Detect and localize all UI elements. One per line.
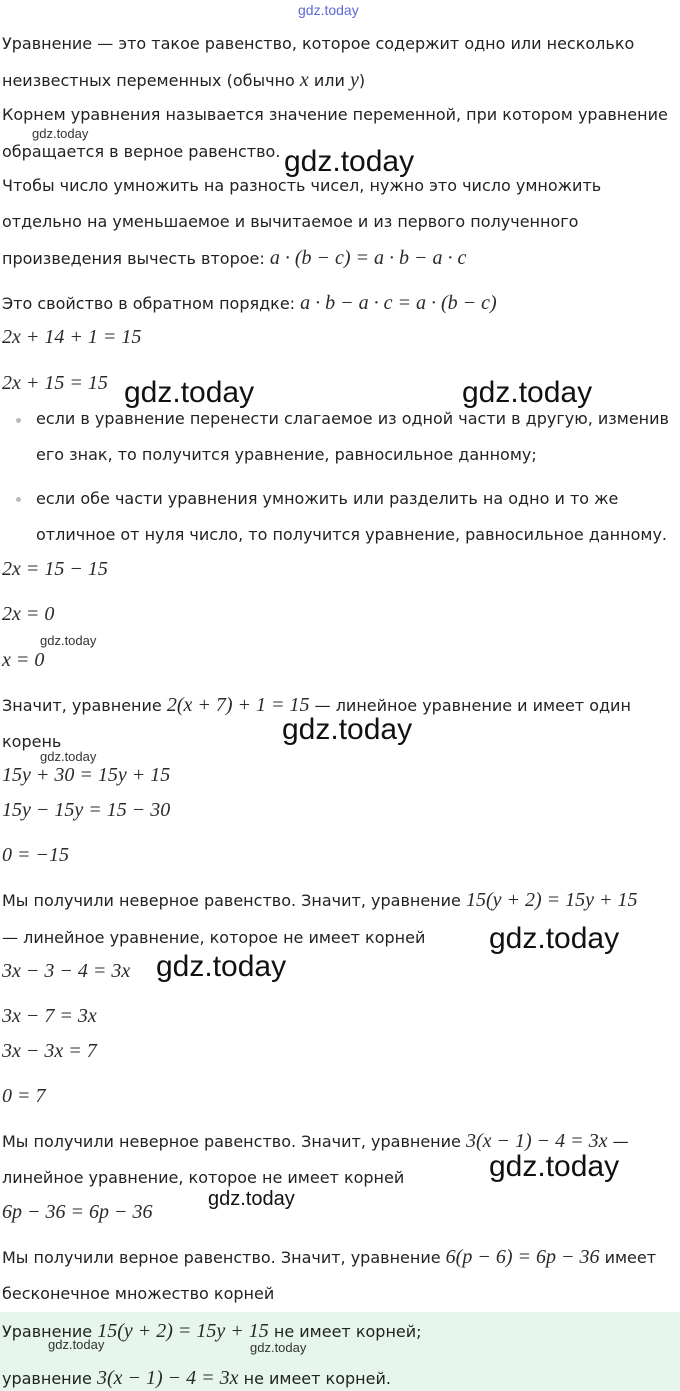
root-definition-line-2: обращается в верное равенство. [2,142,281,161]
watermark-medium: gdz.today [208,1188,295,1210]
watermark-top: gdz.today [298,2,359,18]
equation-step: 2x = 0 [2,603,55,625]
equation-step: x = 0 [2,649,45,671]
equation-step: 15y − 15y = 15 − 30 [2,799,171,821]
conclusion-4-line-1: Мы получили верное равенство. Значит, уравнение 6(p − 6) = 6p − 36 имеет [2,1246,657,1268]
conclusion-3-line-2: линейное уравнение, которое не имеет корней [2,1168,405,1187]
conclusion-1-line-1: Значит, уравнение 2(x + 7) + 1 = 15 — линейное уравнение и имеет один [2,694,631,716]
equation-step: 3x − 7 = 3x [2,1005,97,1027]
equation-step: 2x + 14 + 1 = 15 [2,326,142,348]
equation-step: 2x + 15 = 15 [2,372,108,394]
variable-y: y [350,69,359,91]
equation-step: 15y + 30 = 15y + 15 [2,764,171,786]
equation-step: 0 = −15 [2,844,69,866]
distributive-rule-line-1: Чтобы число умножить на разность чисел, нужно это число умножить [2,176,602,195]
reverse-formula: a · b − a · c = a · (b − c) [300,292,497,314]
equation-step: 6p − 36 = 6p − 36 [2,1201,153,1223]
watermark-small: gdz.today [250,1340,307,1355]
distributive-rule-line-3: произведения вычесть второе: a · (b − c) = a · b − a · c [2,247,467,269]
equation-step: 3x − 3 − 4 = 3x [2,960,131,982]
watermark-small: gdz.today [40,633,97,648]
watermark-big: gdz.today [489,1150,620,1183]
bullet-icon [16,497,21,502]
conclusion-2-line-1: Мы получили неверное равенство. Значит, уравнение 15(y + 2) = 15y + 15 [2,889,638,911]
variable-x: x [299,69,309,91]
definition-line-2: неизвестных переменных (обычно x или y) [2,69,366,91]
watermark-big: gdz.today [489,922,620,955]
bullet-icon [16,418,21,423]
watermark-big: gdz.today [124,376,255,409]
watermark-big: gdz.today [462,376,593,409]
rule-2-line-1: если обе части уравнения умножить или разделить на одно и то же [36,489,619,508]
rule-2-line-2: отличное от нуля число, то получится уравнение, равносильное данному. [36,525,667,544]
rule-1-line-1: если в уравнение перенести слагаемое из одной части в другую, изменив [36,409,669,428]
definition-line-1: Уравнение — это такое равенство, которое содержит одно или несколько [2,34,635,53]
watermark-small: gdz.today [40,749,97,764]
conclusion-2-line-2: — линейное уравнение, которое не имеет корней [2,928,426,947]
conclusion-3-line-1: Мы получили неверное равенство. Значит, уравнение 3(x − 1) − 4 = 3x — [2,1130,629,1152]
rule-1-line-2: его знак, то получится уравнение, равносильное данному; [36,445,537,464]
equation-step: 2x = 15 − 15 [2,558,108,580]
answer-line-1: Уравнение 15(y + 2) = 15y + 15 не имеет корней; [2,1320,422,1342]
distributive-rule-line-2: отдельно на уменьшаемое и вычитаемое и из первого полученного [2,212,579,231]
equation-step: 0 = 7 [2,1085,46,1107]
conclusion-4-line-2: бесконечное множество корней [2,1284,275,1303]
watermark-small: gdz.today [32,126,89,141]
answer-line-2: уравнение 3(x − 1) − 4 = 3x не имеет корней. [2,1367,391,1389]
reverse-property-line: Это свойство в обратном порядке: a · b − a · c = a · (b − c) [2,292,497,314]
conclusion-1-line-2: корень [2,732,62,751]
watermark-big: gdz.today [156,950,287,983]
distributive-formula: a · (b − c) = a · b − a · c [269,247,467,269]
watermark-big: gdz.today [282,713,413,746]
equation-step: 3x − 3x = 7 [2,1040,97,1062]
watermark-big: gdz.today [284,145,415,178]
watermark-small: gdz.today [48,1337,105,1352]
root-definition-line-1: Корнем уравнения называется значение переменной, при котором уравнение [2,105,668,124]
